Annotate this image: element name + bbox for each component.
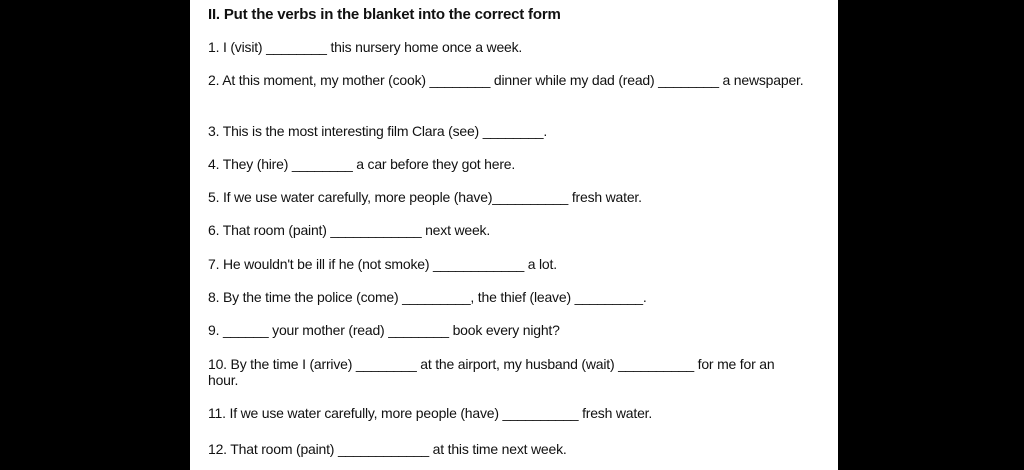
exercise-item-6: 6. That room (paint) ____________ next week. <box>208 222 491 238</box>
exercise-heading: II. Put the verbs in the blanket into the correct form <box>208 6 561 23</box>
exercise-item-3: 3. This is the most interesting film Clara (see) ________. <box>208 123 548 139</box>
exercise-item-12: 12. That room (paint) ____________ at this time next week. <box>208 441 567 457</box>
exercise-item-2: 2. At this moment, my mother (cook) ________ dinner while my dad (read) ________ a newspaper. <box>208 72 804 88</box>
exercise-item-4: 4. They (hire) ________ a car before they got here. <box>208 156 516 172</box>
exercise-item-11: 11. If we use water carefully, more people (have) __________ fresh water. <box>208 405 653 421</box>
worksheet-page <box>190 0 838 470</box>
exercise-item-9: 9. ______ your mother (read) ________ book every night? <box>208 322 560 338</box>
exercise-item-1: 1. I (visit) ________ this nursery home once a week. <box>208 39 523 55</box>
exercise-item-7: 7. He wouldn't be ill if he (not smoke) ____________ a lot. <box>208 256 557 272</box>
exercise-item-5: 5. If we use water carefully, more people (have)__________ fresh water. <box>208 189 642 205</box>
exercise-item-10: 10. By the time I (arrive) ________ at the airport, my husband (wait) __________ for me for an hour. <box>208 356 775 388</box>
exercise-item-8: 8. By the time the police (come) _________, the thief (leave) _________. <box>208 289 647 305</box>
